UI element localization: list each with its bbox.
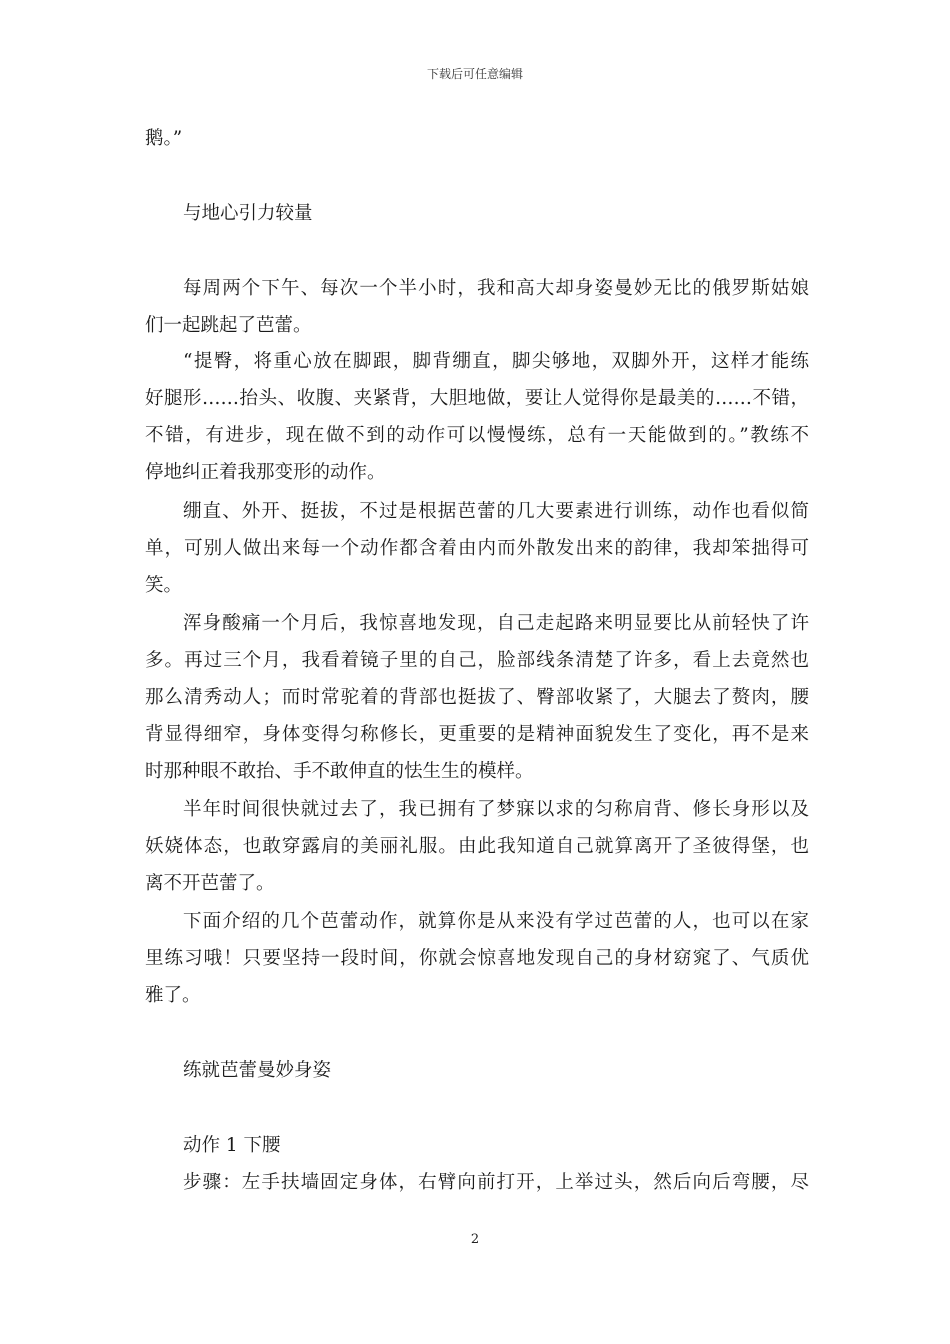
paragraph-line: 不错，有进步，现在做不到的动作可以慢慢练，总有一天能做到的。”教练不	[145, 425, 809, 446]
paragraph-line: 下面介绍的几个芭蕾动作，就算你是从来没有学过芭蕾的人，也可以在家	[183, 911, 809, 932]
section-heading: 与地心引力较量	[183, 203, 313, 224]
section-heading: 练就芭蕾曼妙身姿	[183, 1060, 332, 1081]
paragraph-line: 背显得细窄，身体变得匀称修长，更重要的是精神面貌发生了变化，再不是来	[145, 724, 809, 745]
paragraph-line: 笑。	[145, 575, 183, 596]
paragraph-line: 停地纠正着我那变形的动作。	[145, 462, 386, 483]
paragraph-line: 们一起跳起了芭蕾。	[145, 315, 312, 336]
paragraph-line: 鹅。”	[145, 128, 183, 149]
paragraph-line: 步骤：左手扶墙固定身体，右臂向前打开，上举过头，然后向后弯腰，尽	[183, 1172, 809, 1193]
paragraph-line: 里练习哦！只要坚持一段时间，你就会惊喜地发现自己的身材窈窕了、气质优	[145, 948, 809, 969]
paragraph-line: 好腿形……抬头、收腹、夹紧背，大胆地做，要让人觉得你是最美的……不错，	[145, 388, 809, 409]
paragraph-line: 妖娆体态，也敢穿露肩的美丽礼服。由此我知道自己就算离开了圣彼得堡，也	[145, 836, 809, 857]
page-header: 下载后可任意编辑	[426, 67, 523, 81]
paragraph-line: 时那种眼不敢抬、手不敢伸直的怯生生的模样。	[145, 761, 534, 782]
paragraph-line: 绷直、外开、挺拔，不过是根据芭蕾的几大要素进行训练，动作也看似简	[183, 501, 809, 522]
paragraph-line: 半年时间很快就过去了，我已拥有了梦寐以求的匀称肩背、修长身形以及	[183, 799, 809, 820]
paragraph-line: 那么清秀动人；而时常驼着的背部也挺拔了、臀部收紧了，大腿去了赘肉，腰	[145, 687, 809, 708]
paragraph-line: 离不开芭蕾了。	[145, 873, 275, 894]
paragraph-line: 雅了。	[145, 985, 201, 1006]
subheading: 动作 1 下腰	[183, 1135, 281, 1156]
paragraph-line: 浑身酸痛一个月后，我惊喜地发现，自己走起路来明显要比从前轻快了许	[183, 613, 809, 634]
page-number: 2	[470, 1232, 480, 1247]
paragraph-line: 多。再过三个月，我看着镜子里的自己，脸部线条清楚了许多，看上去竟然也	[145, 650, 809, 671]
paragraph-line: 单，可别人做出来每一个动作都含着由内而外散发出来的韵律，我却笨拙得可	[145, 538, 809, 559]
paragraph-line: 每周两个下午、每次一个半小时，我和高大却身姿曼妙无比的俄罗斯姑娘	[183, 278, 809, 299]
paragraph-line: “提臀，将重心放在脚跟，脚背绷直，脚尖够地，双脚外开，这样才能练	[183, 351, 809, 372]
